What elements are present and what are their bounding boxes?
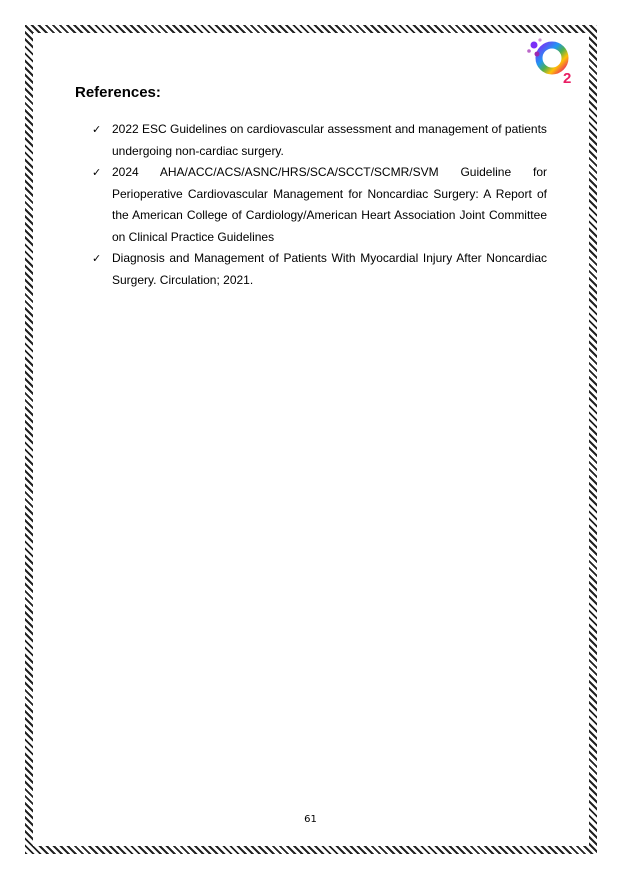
check-icon: ✓ xyxy=(92,166,102,179)
reference-text: Diagnosis and Management of Patients With Myocardial Injury After Noncardiac Surgery. Circulation; 2021. xyxy=(112,251,547,287)
references-heading: References: xyxy=(75,84,161,101)
references-list xyxy=(92,119,547,291)
check-icon: ✓ xyxy=(92,252,102,265)
check-icon: ✓ xyxy=(92,123,102,136)
o2-logo-icon xyxy=(522,36,580,88)
page-number: 61 xyxy=(304,814,317,825)
list-item xyxy=(92,162,547,248)
list-item xyxy=(92,248,547,291)
svg-text:2: 2 xyxy=(563,70,572,87)
reference-text: 2022 ESC Guidelines on cardiovascular assessment and management of patients xyxy=(112,122,547,136)
list-item xyxy=(92,119,547,162)
reference-continuation: undergoing non-cardiac surgery. xyxy=(112,143,284,158)
reference-text: 2024 AHA/ACC/ACS/ASNC/HRS/SCA/SCCT/SCMR/SVM Guideline for Perioperative Cardiovascular Management for Noncardiac Surgery: A Report of the American College of Cardiology/American Heart Association Joint Committee on Clinical Practice Guidelines xyxy=(112,165,547,244)
